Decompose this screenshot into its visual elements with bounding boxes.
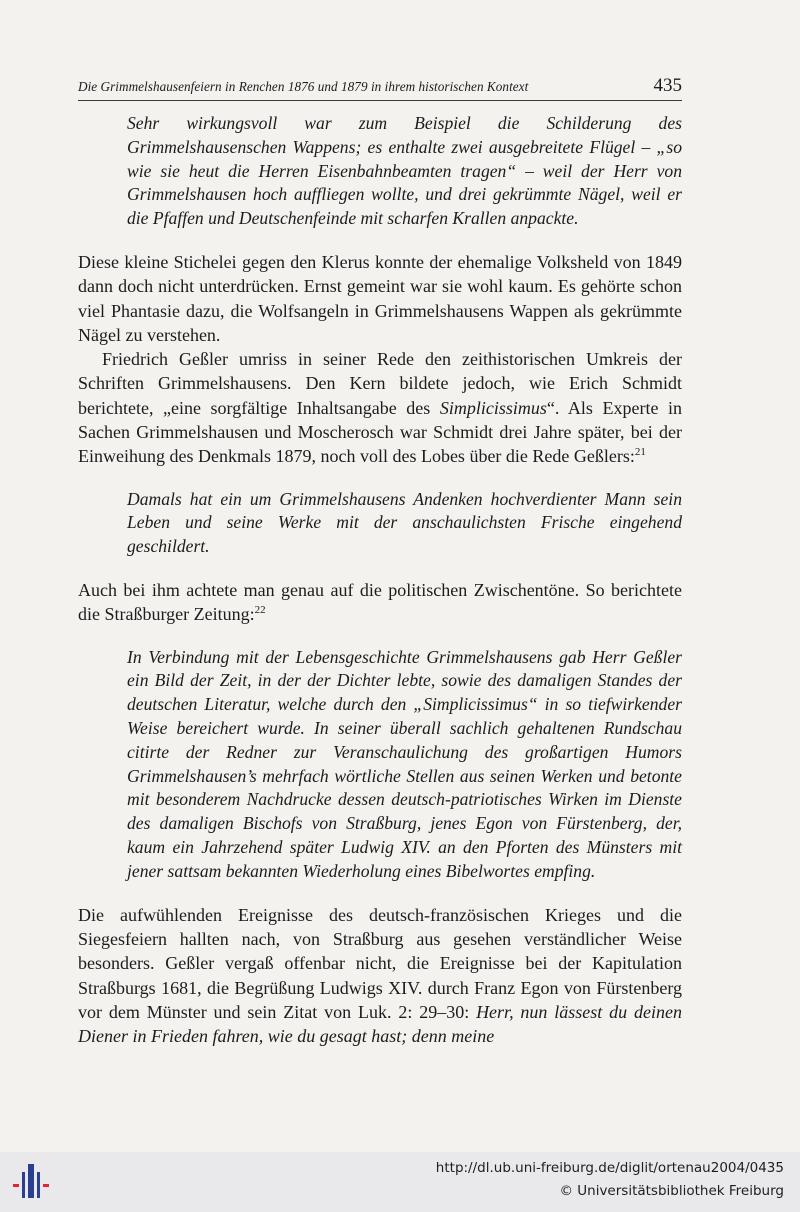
paragraph-2: [78, 347, 682, 468]
running-head: [78, 74, 682, 101]
footnote-ref-21[interactable]: 21: [634, 446, 646, 459]
paragraph-4: [78, 903, 682, 1049]
paragraph-1: Diese kleine Stichelei gegen den Klerus konnte der ehemalige Volksheld von 1849 dann doch nicht unterdrücken. Ernst gemeint war sie wohl kaum. Es gehörte schon viel Phantasie dazu, die Wolfsangeln in Grimmelshausens Wappen als gekrümmte Nägel zu verstehen.: [78, 251, 682, 345]
footer-bar: [0, 1152, 800, 1212]
page-number: 435: [653, 75, 682, 96]
block-quote-3: In Verbindung mit der Lebensgeschichte Grimmelshausens gab Herr Geßler ein Bild der Zeit, in der der Dichter lebte, sowie des damaligen Standes der deutschen Literatur, welche durch den „Simplicissimus“ in so tiefwirkender Weise bereichert wurde. In seiner überall sachlich gehaltenen Rundschau citirte der Redner zur Veranschaulichung des großartigen Humors Grimmelshausen’s mehrfach wörtliche Stellen aus seinen Werken und betonte mit besonderem Nachdrucke dessen deutsch-patriotisches Wirken im Dienste des damaligen Bischofs von Straßburg, jenes Egon von Fürstenberg, der, kaum ein Jahrzehend später Ludwig XIV. an den Pforten des Münsters mit jener sattsam bekannten Wiederholung eines Bibelwortes empfing.: [127, 646, 682, 881]
footnote-ref-22[interactable]: 22: [254, 604, 266, 617]
running-title: Die Grimmelshausenfeiern in Renchen 1876 und 1879 in ihrem historischen Kontext: [78, 79, 529, 94]
paragraph-4-text: Die aufwühlenden Ereignisse des deutsch-französischen Krieges und die Siegesfeiern hallten nach, von Straßburg aus gesehen verständlicher Weise besonders. Geßler vergaß offenbar nicht, die Ereignisse bei der Kapitulation Straßburgs 1681, die Begrüßung Ludwigs XIV. durch Franz Egon von Fürstenberg vor dem Münster und sein Zitat von Luk. 2: 29–30:: [78, 904, 682, 1022]
paragraph-2-title-italic: Simplicissimus: [439, 397, 547, 418]
paragraph-2-text-a: Friedrich Geßler umriss in seiner Rede den zeithistorischen Umkreis der Schriften Grimmelshausens. Den Kern bildete jedoch, wie Erich Schmidt berichtete, „eine sorgfältige Inhaltsangabe des: [78, 349, 682, 418]
paragraph-3-text: Auch bei ihm achtete man genau auf die politischen Zwischentöne. So berichtete die Straßburger Zeitung:: [78, 580, 682, 625]
source-url-link[interactable]: http://dl.ub.uni-freiburg.de/diglit/ortenau2004/0435: [435, 1160, 784, 1176]
copyright-notice: © Universitätsbibliothek Freiburg: [559, 1183, 784, 1199]
paragraph-3: [78, 578, 682, 627]
body-text: [78, 112, 682, 1048]
paragraph-2-text-b: “. Als Experte in Sachen Grimmelshausen und Moscherosch war Schmidt drei Jahre später, bei der Einweihung des Denkmals 1879, noch voll des Lobes über die Rede Geßlers:: [78, 397, 682, 467]
ub-freiburg-logo-icon: [10, 1158, 54, 1202]
block-quote-1: Sehr wirkungsvoll war zum Beispiel die Schilderung des Grimmelshausenschen Wappens; es enthalte zwei ausgebreitete Flügel – „so wie sie heut die Herren Eisenbahnbeamten tragen“ – weil der Herr von Grimmelshausen hoch auffliegen wollte, und drei gekrümmte Nägel, weil er die Pfaffen und Deutschenfeinde mit scharfen Krallen anpackte.: [127, 113, 682, 229]
paragraph-4-bible-quote: Herr, nun lässest du deinen Diener in Frieden fahren, wie du gesagt hast; denn meine: [78, 1001, 682, 1047]
block-quote-2: Damals hat ein um Grimmelshausens Andenken hochverdienter Mann sein Leben und seine Werke mit der anschaulichsten Frische eingehend geschildert.: [127, 488, 682, 557]
